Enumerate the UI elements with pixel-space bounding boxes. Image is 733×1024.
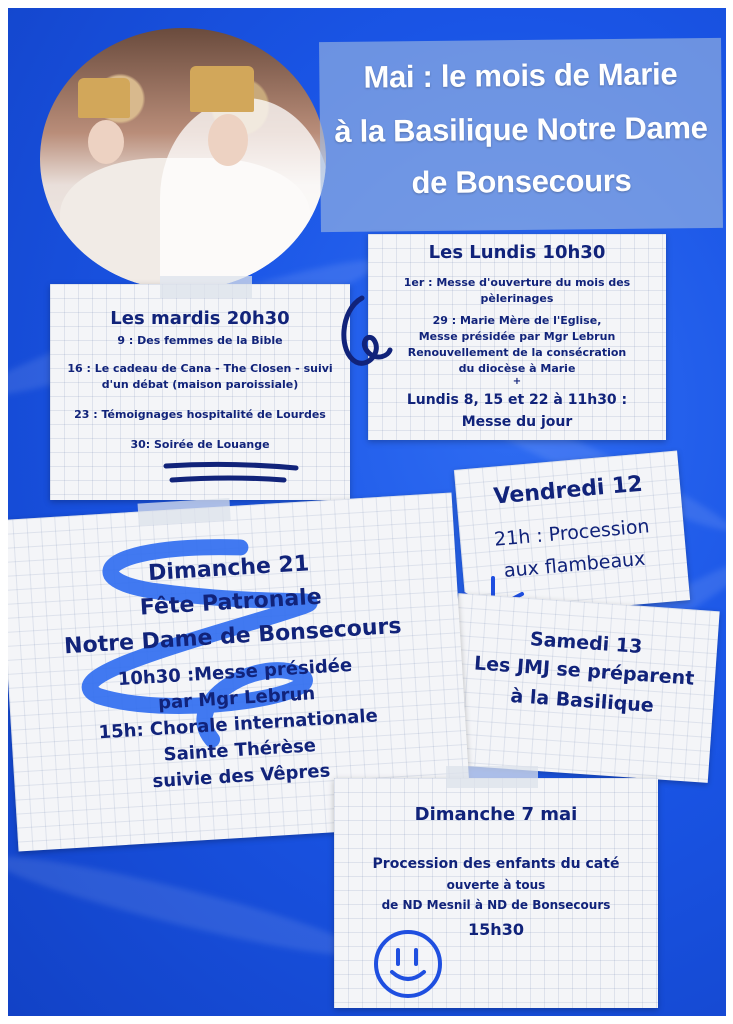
tape [160, 276, 252, 298]
samedi-line: Les JMJ se préparent [473, 652, 695, 690]
lundis-heading: Les Lundis 10h30 [428, 242, 606, 263]
dimanche21-line: suivie des Vêpres [151, 760, 331, 793]
lundis-plus: + [512, 376, 522, 387]
mardis-line: 30: Soirée de Louange [130, 438, 270, 451]
dimanche7-line: ouverte à tous [446, 878, 546, 892]
title-banner [319, 38, 723, 232]
tape [446, 766, 538, 788]
lundis-line: Lundis 8, 15 et 22 à 11h30 : [406, 392, 628, 408]
smiley-icon [368, 926, 448, 1002]
title-line-1: Mai : le mois de Marie [363, 56, 678, 95]
lundis-line: 29 : Marie Mère de l'Eglise, [432, 314, 602, 327]
scribble-loop [334, 292, 394, 372]
statue-photo [40, 28, 326, 290]
lundis-line: Messe présidée par Mgr Lebrun [418, 330, 616, 343]
lundis-card [368, 234, 666, 440]
dimanche21-line: 10h30 :Messe présidée [117, 654, 353, 691]
dimanche21-line: par Mgr Lebrun [157, 683, 316, 714]
vendredi-line: aux flambeaux [503, 547, 647, 583]
dimanche21-line: Fête Patronale [139, 584, 323, 621]
dimanche7-card [334, 778, 658, 1008]
dimanche7-line: de ND Mesnil à ND de Bonsecours [381, 898, 611, 912]
dimanche7-line: Procession des enfants du caté [372, 856, 620, 872]
lundis-line: Messe du jour [461, 414, 573, 430]
mardis-line: 16 : Le cadeau de Cana - The Closen - suivi [67, 362, 333, 375]
lundis-line: pèlerinages [480, 292, 554, 305]
dimanche21-line: 15h: Chorale internationale [98, 705, 379, 744]
dimanche21-line: Notre Dame de Bonsecours [63, 613, 403, 660]
lundis-line: du diocèse à Marie [458, 362, 576, 375]
dimanche21-line: Dimanche 21 [147, 551, 310, 587]
mardis-line: d'un débat (maison paroissiale) [101, 378, 299, 391]
mardis-line: 23 : Témoignages hospitalité de Lourdes [74, 408, 326, 421]
mardis-line: 9 : Des femmes de la Bible [117, 334, 283, 347]
lundis-line: Renouvellement de la consécration [407, 346, 627, 359]
mardis-heading: Les mardis 20h30 [110, 308, 290, 329]
samedi-line: à la Basilique [509, 684, 655, 717]
underline-scribble [160, 460, 300, 486]
lundis-line: 1er : Messe d'ouverture du mois des [403, 276, 631, 289]
vendredi-line: 21h : Procession [493, 515, 651, 551]
dimanche7-heading: Dimanche 7 mai [414, 804, 578, 825]
title-line-3: de Bonsecours [411, 162, 632, 201]
vendredi-heading: Vendredi 12 [492, 471, 644, 510]
samedi-card [446, 593, 719, 783]
poster [8, 8, 726, 1016]
dimanche21-line: Sainte Thérèse [163, 735, 317, 766]
dimanche7-line: 15h30 [468, 920, 524, 939]
title-line-2: à la Basilique Notre Dame [334, 110, 708, 149]
tape [138, 498, 231, 526]
samedi-line: Samedi 13 [529, 628, 643, 659]
bg-streak [8, 843, 367, 970]
mardis-card [50, 284, 350, 500]
